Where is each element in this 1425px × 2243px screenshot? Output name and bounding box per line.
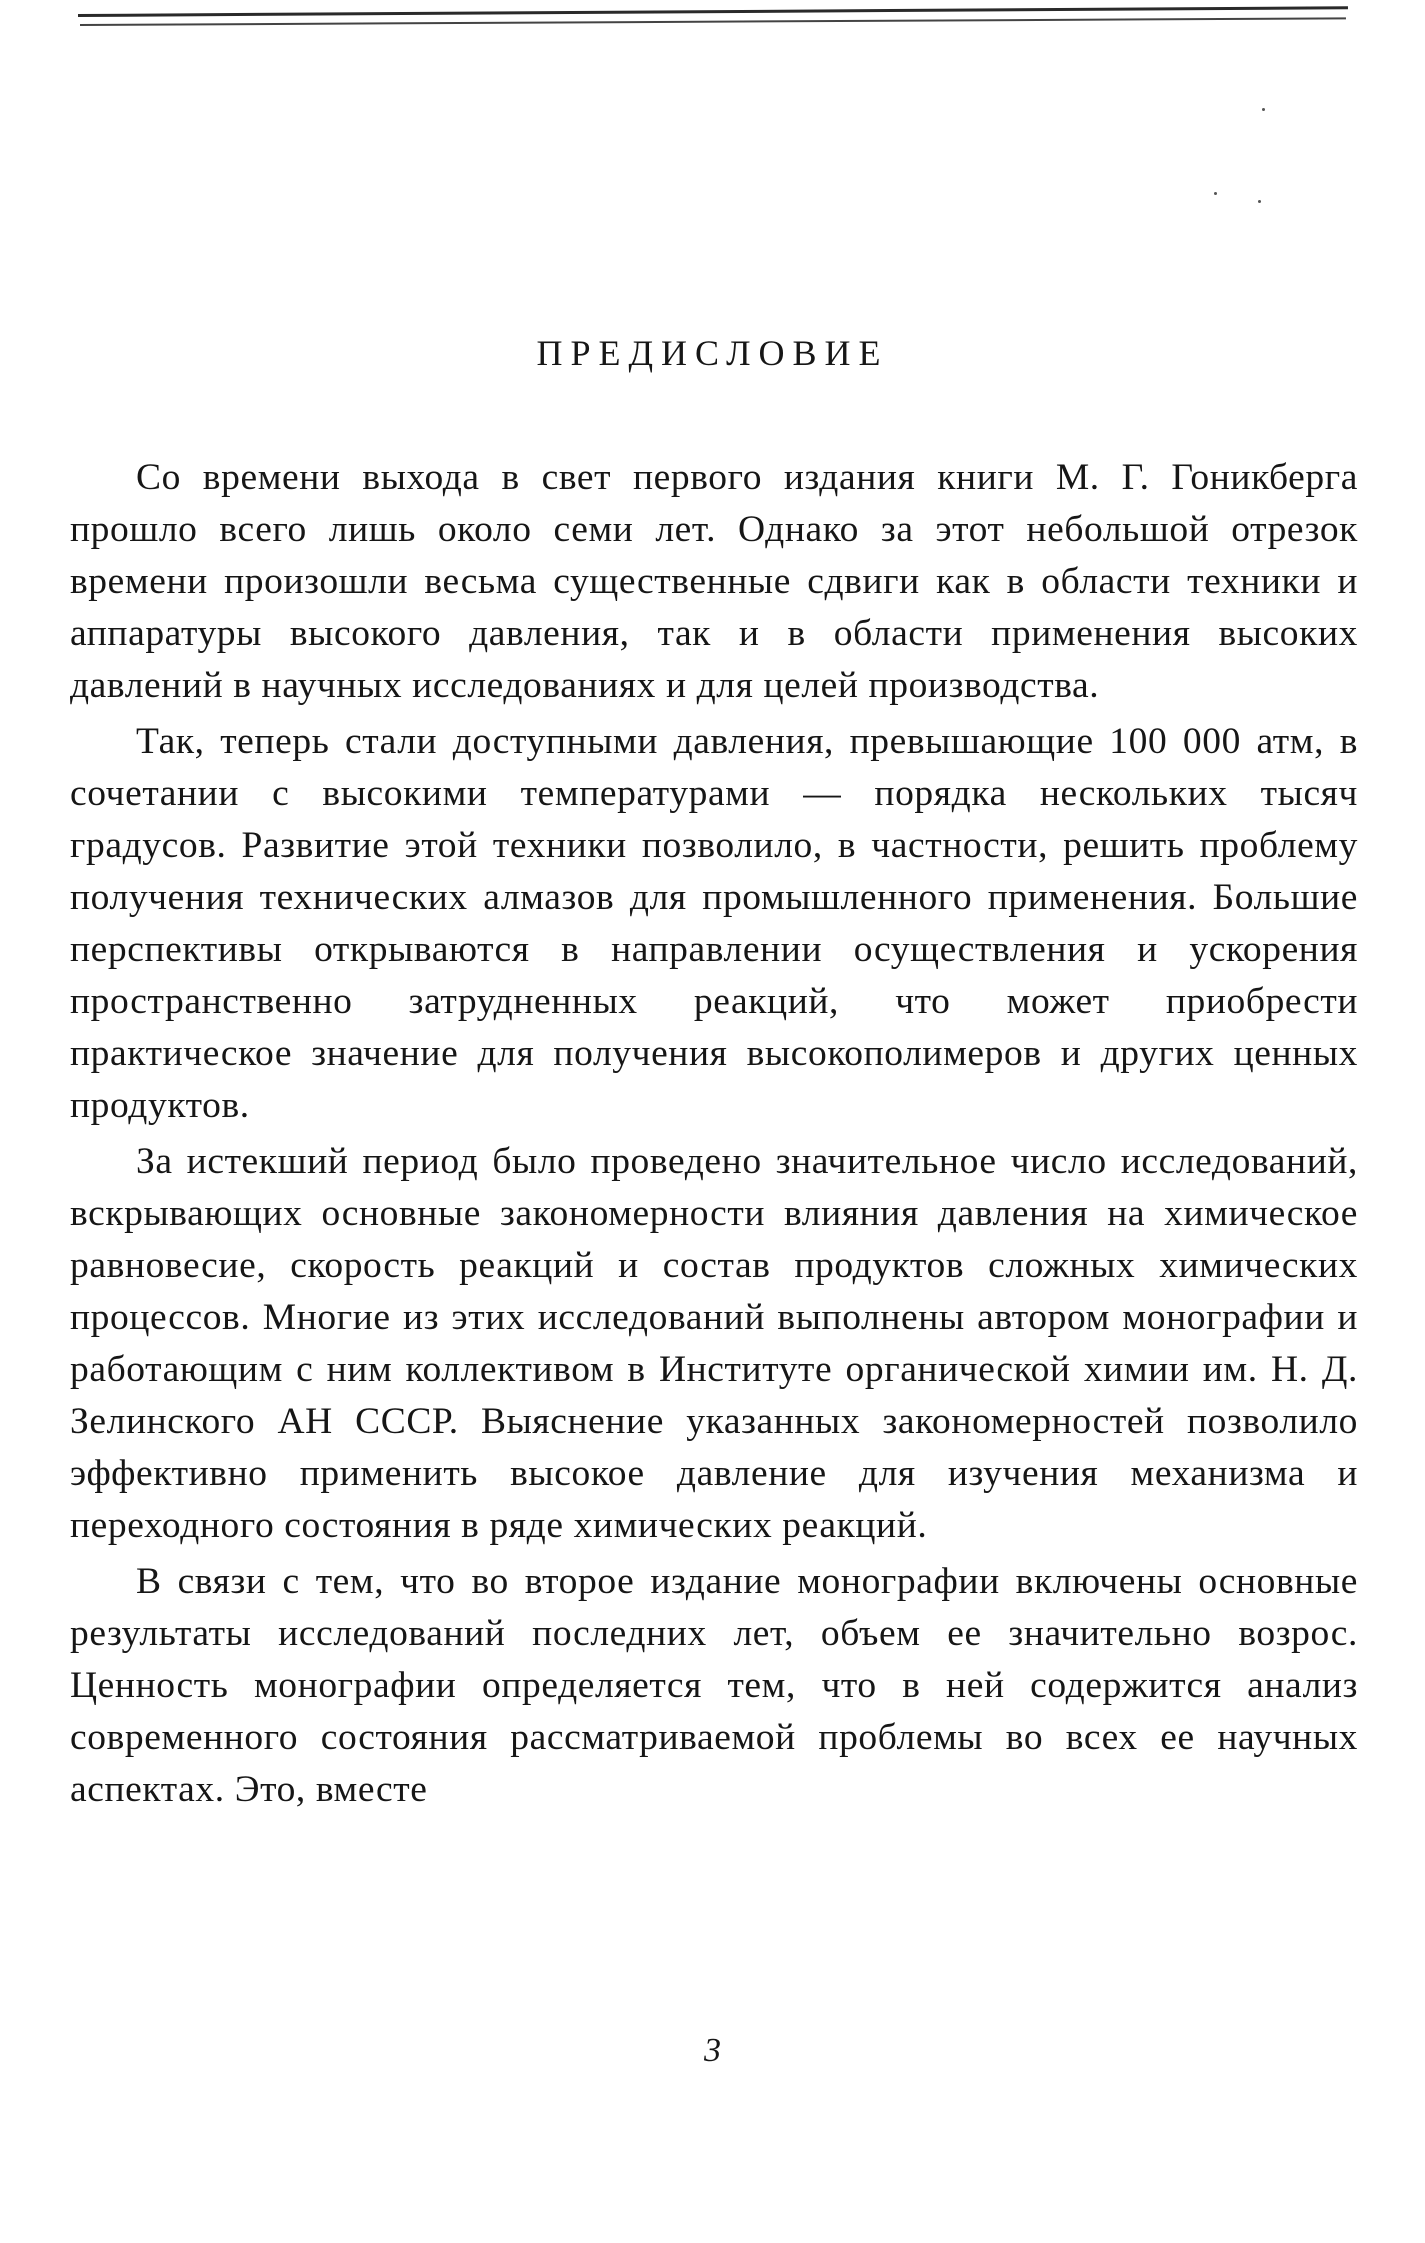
scan-speck	[1214, 192, 1217, 195]
paragraph: За истекший период было проведено значительное число исследований, вскрывающих основные закономерности влияния давления на химическое равновесие, скорость реакций и состав продуктов сложных химических процессов. Многие из этих исследований выполнены автором монографии и работающим с ним коллективом в Институте органической химии им. Н. Д. Зелинского АН СССР. Выяснение указанных закономерностей позволило эффективно применить высокое давление для изучения механизма и переходного состояния в ряде химических реакций.	[70, 1141, 1358, 1546]
scan-speck	[1262, 108, 1265, 111]
page-title: ПРЕДИСЛОВИЕ	[536, 333, 889, 373]
paragraph: Так, теперь стали доступными давления, превышающие 100 000 атм, в сочетании с высокими температурами — порядка нескольких тысяч градусов. Развитие этой техники позволило, в частности, решить проблему получения технических алмазов для промышленного применения. Большие перспективы открываются в направлении осуществления и ускорения пространственно затрудненных реакций, что может приобрести практическое значение для получения высокополимеров и других ценных продуктов.	[70, 721, 1358, 1126]
top-rule	[78, 6, 1348, 17]
scan-speck	[1258, 200, 1261, 203]
page-number: 3	[704, 2032, 721, 2069]
paragraph: Со времени выхода в свет первого издания книги М. Г. Гоникберга прошло всего лишь около семи лет. Однако за этот небольшой отрезок времени произошли весьма существенные сдвиги как в области техники и аппаратуры высокого давления, так и в области применения высоких давлений в научных исследованиях и для целей производства.	[70, 457, 1358, 706]
body-text	[70, 452, 1358, 1820]
paragraph: В связи с тем, что во второе издание монографии включены основные результаты исследований последних лет, объем ее значительно возрос. Ценность монографии определяется тем, что в ней содержится анализ современного состояния рассматриваемой проблемы во всех ее научных аспектах. Это, вместе	[70, 1561, 1358, 1810]
top-rule-secondary	[80, 17, 1346, 26]
